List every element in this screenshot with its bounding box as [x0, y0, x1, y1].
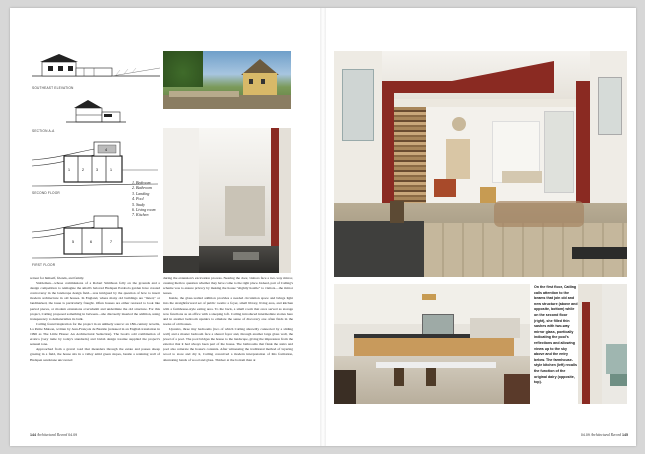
legend-item: 2. Bathroom	[132, 185, 152, 191]
left-page	[10, 8, 320, 446]
legend-item: 5. Study	[132, 201, 145, 207]
magazine-name: Architectural Record	[590, 433, 621, 437]
folio-right	[581, 433, 628, 437]
page-number: 145	[622, 433, 628, 437]
article-column-2	[163, 276, 293, 363]
living-room-photo	[334, 51, 627, 277]
article-column-1	[30, 276, 160, 363]
paragraph: retreat for himself, friends, and family.	[30, 276, 85, 280]
plan-number: 4	[105, 148, 107, 152]
paragraph: Upstairs, three tiny bedrooms (two of which Catling shrewdly connected by a sliding wall) and a master bedroom face a shared foyer and, through another large glass wall, the jewel of a pool. The pool bridges the house to the landscape, giving the impression from the exterior that it had always been part of the house. The bathrooms that flank the stairs and pool also reiterate the house's contents. After witnessing the traditional method of layering wood to store and dry it, Catling conceived a modern interpretation of this formation, alternating bands of wood and glass. Thicker at the bottom than at	[163, 326, 293, 362]
paragraph: Catling found inspiration for the project in an unlikely source: an 18th-century novella, La Petite Maison, written by Jean-François de Bastide (reissued in an English translation in 1996 as The Little House: An Architectural Seduction). The book's odd combination of erotica (very tame by today's standards) and lavish design treatise supplied the project's sensual tone.	[30, 321, 160, 347]
right-page	[326, 8, 636, 446]
paragraph: Approached from a gravel road that meanders through the estate and passes sheep grazing in a field, the house sits in a valley amid green slopes, beside a retaining wall of Hadspen sandstone uncovered	[30, 347, 160, 362]
plan-number: 3	[96, 168, 98, 172]
legend-item: 7. Kitchen	[132, 212, 149, 218]
plan-number: 5	[72, 240, 74, 244]
issue-date: 04.09	[68, 433, 78, 437]
magazine-name: Architectural Record	[37, 433, 68, 437]
pool-photo	[602, 284, 627, 404]
plan-number: 2	[82, 168, 84, 172]
section-drawing	[66, 98, 126, 126]
page-number: 144	[30, 433, 36, 437]
plan-number: 1	[68, 168, 70, 172]
interior-photo-stair	[163, 128, 291, 273]
pool-photo-wall	[578, 284, 602, 404]
section-label: SECTION A-A	[32, 129, 55, 133]
paragraph: during the extension's excavation process. Nearing the door, visitors face a two-way mirror, causing them to question whether they have come to the right place. Indeed, part of Catling's scheme was to ensure privacy by making the house "slightly hostile" to visitors—the mirror teases.	[163, 276, 293, 296]
legend-item: 4. Pool	[132, 196, 144, 202]
exterior-photo	[163, 51, 291, 109]
kitchen-photo	[334, 284, 530, 404]
legend-item: 1. Bedroom	[132, 180, 151, 185]
first-floor-label: FIRST FLOOR	[32, 263, 56, 267]
folio-left	[30, 433, 77, 437]
second-floor-label: SECOND FLOOR	[32, 191, 60, 195]
legend-item: 3. Landing	[132, 190, 150, 196]
plan-number: 1	[110, 168, 112, 172]
paragraph: Stableman—whose commissions of a Robert Smithson folly on the grounds and a design competition to reimagine the small's beloved Hadspen Parabola garden have created controversy in the landscape design field—was intrigued by the question of how to insert modern architecture in old houses. In England, where many old buildings are "listed," or landmarked, the issue is particularly fraught. Often houses are either restored to look like period pieces, or modern extensions overwhelm and undermine the old structure. For this project, Catling proposed something in between—she discreetly inserted the addition, using transparency to dematerialize its bulk.	[30, 281, 160, 321]
magazine-spread	[10, 8, 636, 446]
first-floor-plan	[32, 212, 158, 266]
paragraph: Inside, the glass-walled addition provides a needed circulation space and brings light into the straightforward set of public rooms: a foyer, small library, living area, and kitchen with a farmhouse-style eating area. To the back, a small room that once served as storage now functions as an office with a sleeping loft. Catling introduced intermediate stories here and in another bedroom upstairs to emulate the sense of discovery one often finds in the nooks of old houses.	[163, 296, 293, 326]
southeast-elevation-drawing	[32, 54, 160, 84]
photo-caption: On the first floor, Catling calls attention to the beams that join old and new structure (above and opposite, bottom) while on the second floor (right), she filled thin sashes with two-way mirror glass, poetically indicating the pool's reflections and allowing views up to the sky above and the entry below. The farmhouse-style kitchen (left) recalls the function of the original dairy (opposite, top).	[534, 285, 578, 385]
elevation-label: SOUTHEAST ELEVATION	[32, 86, 74, 90]
plan-number: 7	[110, 240, 112, 244]
legend-item: 6. Living room	[132, 207, 156, 213]
plan-number: 6	[90, 240, 92, 244]
issue-date: 04.09	[580, 433, 590, 437]
